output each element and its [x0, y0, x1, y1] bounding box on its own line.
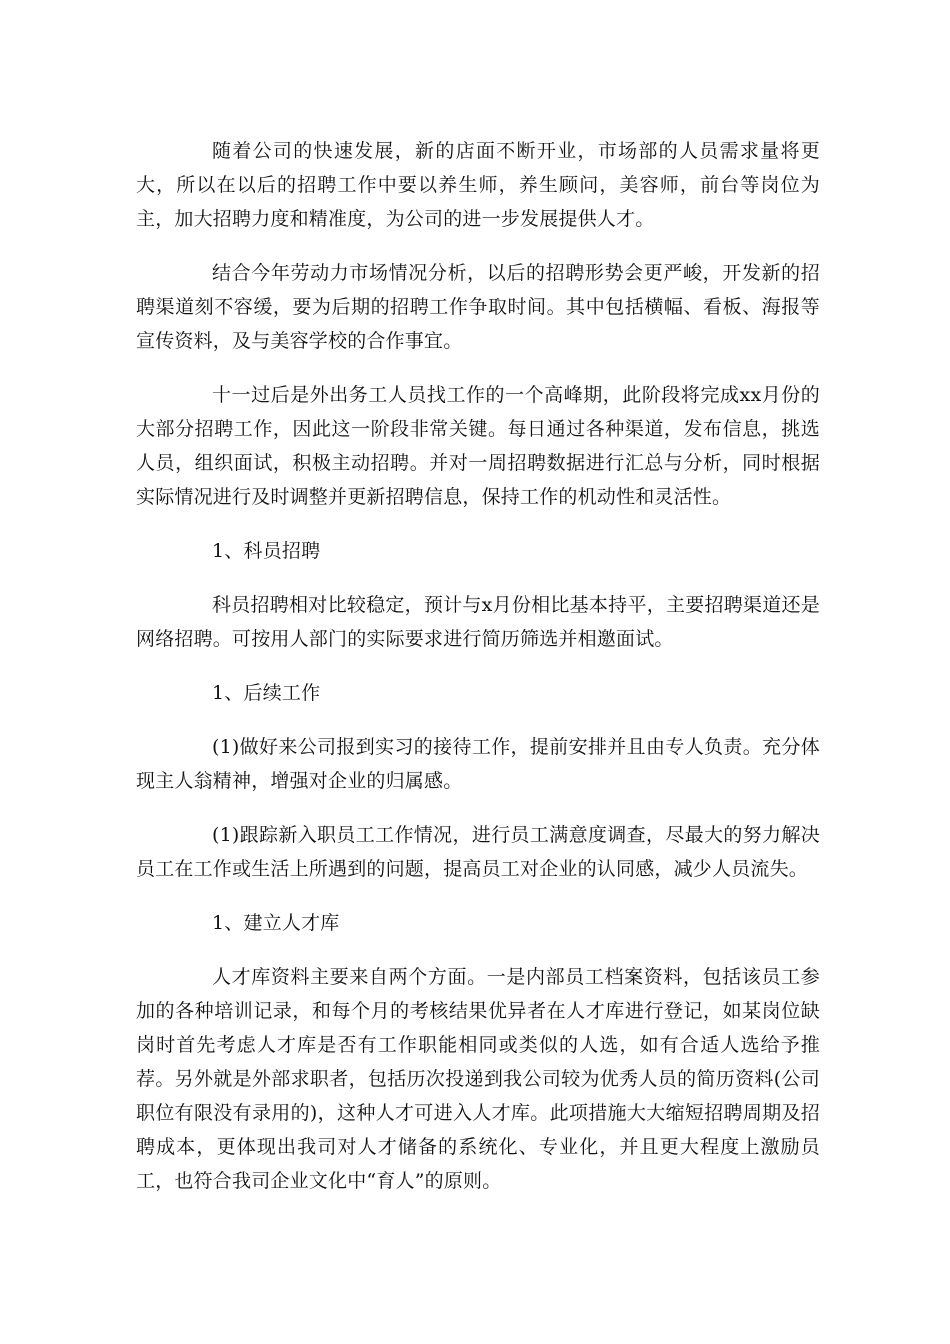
heading-talent-pool: 1、建立人才库	[212, 912, 340, 934]
paragraph-employee-tracking: (1)跟踪新入职员工工作情况，进行员工满意度调查，尽最大的努力解决员工在工作或生活上所遇到的问题，提高员工对企业的认同感，减少人员流失。	[136, 824, 820, 880]
paragraph-reception-work: (1)做好来公司报到实习的接待工作，提前安排并且由专人负责。充分体现主人翁精神，增强对企业的归属感。	[136, 736, 820, 792]
paragraph-staff-recruitment: 科员招聘相对比较稳定，预计与x月份相比基本持平，主要招聘渠道还是网络招聘。可按用人部门的实际要求进行简历筛选并相邀面试。	[136, 594, 820, 650]
paragraph-store-expansion: 随着公司的快速发展，新的店面不断开业，市场部的人员需求量将更大，所以在以后的招聘工作中要以养生师，养生顾问，美容师，前台等岗位为主，加大招聘力度和精准度，为公司的进一步发展提供人才。	[136, 140, 820, 230]
heading-staff-recruitment: 1、科员招聘	[212, 540, 321, 562]
paragraph-peak-period: 十一过后是外出务工人员找工作的一个高峰期，此阶段将完成xx月份的大部分招聘工作，因此这一阶段非常关键。每日通过各种渠道，发布信息，挑选人员，组织面试，积极主动招聘。并对一周招聘数据进行汇总与分析，同时根据实际情况进行及时调整并更新招聘信息，保持工作的机动性和灵活性。	[136, 384, 820, 508]
heading-follow-up-work: 1、后续工作	[212, 682, 321, 704]
paragraph-talent-pool: 人才库资料主要来自两个方面。一是内部员工档案资料，包括该员工参加的各种培训记录，和每个月的考核结果优异者在人才库进行登记，如某岗位缺岗时首先考虑人才库是否有工作职能相同或类似的人选，如有合适人选给予推荐。另外就是外部求职者，包括历次投递到我公司较为优秀人员的简历资料(公司职位有限没有录用的)，这种人才可进入人才库。此项措施大大缩短招聘周期及招聘成本，更体现出我司对人才储备的系统化、专业化，并且更大程度上激励员工，也符合我司企业文化中“育人”的原则。	[136, 966, 820, 1192]
paragraph-labor-market: 结合今年劳动力市场情况分析，以后的招聘形势会更严峻，开发新的招聘渠道刻不容缓，要为后期的招聘工作争取时间。其中包括横幅、看板、海报等宣传资料，及与美容学校的合作事宜。	[136, 262, 820, 352]
document-body	[136, 134, 820, 1218]
